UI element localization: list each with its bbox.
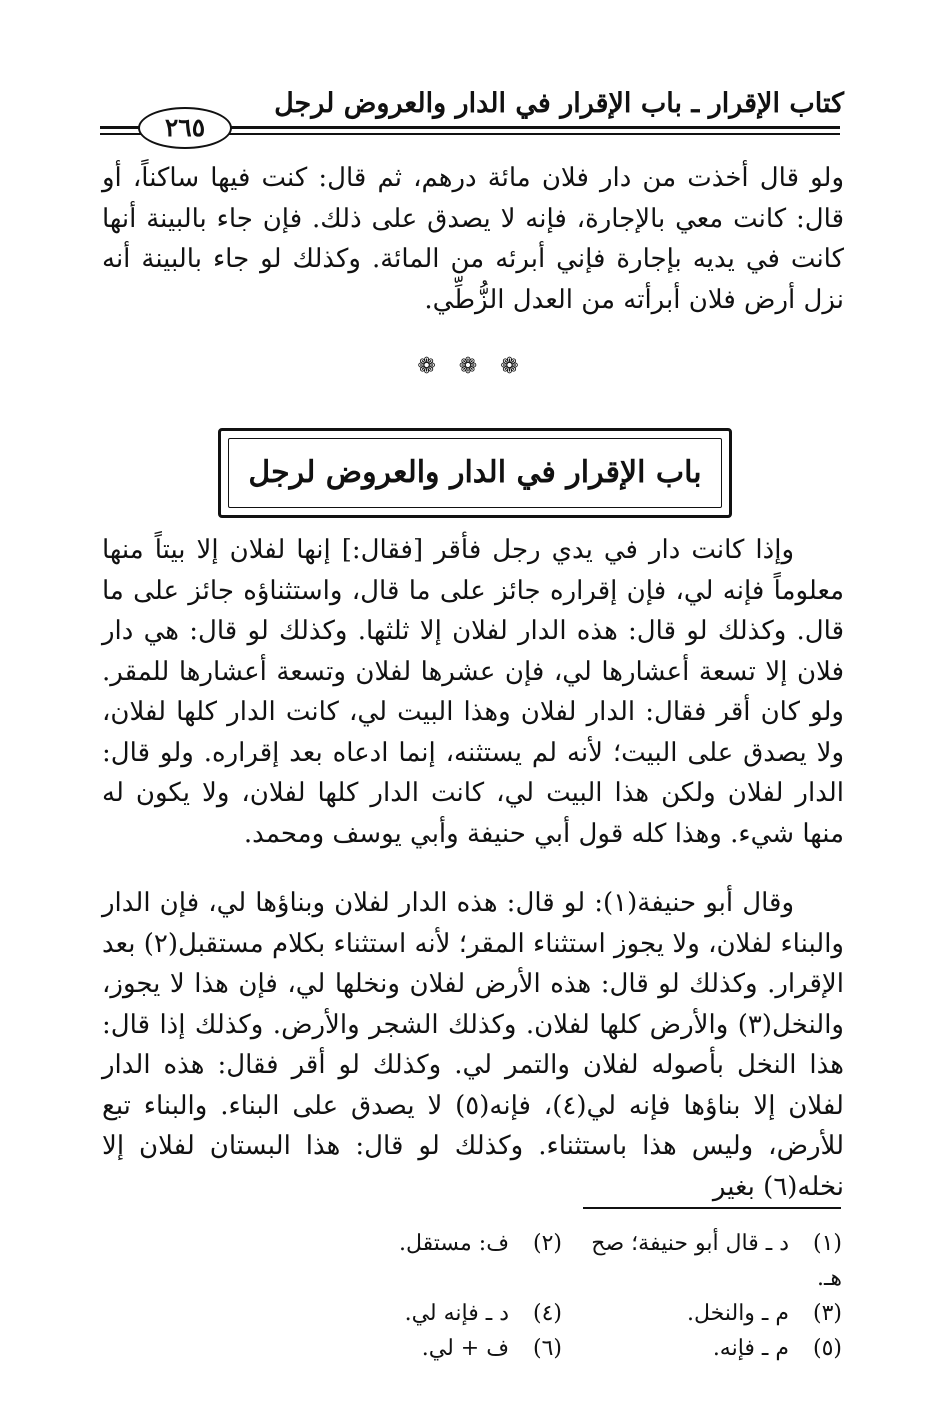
footnote-rule <box>583 1207 841 1209</box>
footnote-label: (٤) <box>532 1301 562 1326</box>
ornament-separator: ❁ ❁ ❁ <box>417 354 527 379</box>
footnote-text: ف + لي. <box>421 1336 509 1361</box>
footnote-item <box>562 1296 842 1331</box>
paragraph-2: وإذا كانت دار في يدي رجل فأقر [فقال:] إنها لفلان إلا بيتاً منها معلوماً فإنه لي، فإن إقراره جائز على ما قال، واستثناؤه جائز على ما قال. وكذلك لو قال: هذه الدار لفلان إلا ثلثها. وكذلك لو قال: هي دار فلان إلا تسعة أعشارها لي، فإن عشرها لفلان وتسعة أعشارها للمقر. ولو كان أقر فقال: الدار لفلان وهذا البيت لي، كانت الدار كلها لفلان، ولا يصدق على البيت؛ لأنه لم يستثنه، إنما ادعاه بعد إقراره. ولو قال: الدار لفلان ولكن هذا البيت لي، كانت الدار كلها لفلان، ولا يكون له منها شيء. وهذا كله قول أبي حنيفة وأبي يوسف ومحمد. <box>102 535 844 849</box>
footnote-label: (١) <box>812 1231 842 1256</box>
footnote-row <box>282 1296 842 1331</box>
footnote-text: د ـ قال أبو حنيفة؛ صح هـ. <box>591 1231 842 1291</box>
page-number: ٢٦٥ <box>138 107 232 149</box>
section-title: باب الإقرار في الدار والعروض لرجل <box>248 455 702 490</box>
footnote-text: د ـ فإنه لي. <box>404 1301 509 1326</box>
footnote-item <box>282 1226 562 1296</box>
paragraph-3: وقال أبو حنيفة(١): لو قال: هذه الدار لفلان وبناؤها لي، فإن الدار والبناء لفلان، ولا يجوز استثناء المقر؛ لأنه استثناء بكلام مستقبل(٢) بعد الإقرار. وكذلك لو قال: هذه الأرض لفلان ونخلها لي، فإن هذا لا يجوز، والنخل(٣) والأرض كلها لفلان. وكذلك الشجر والأرض. وكذلك إذا قال: هذا النخل بأصوله لفلان والتمر لي. وكذلك لو أقر فقال: هذه الدار لفلان إلا بناؤها فإنه لي(٤)، فإنه(٥) لا يصدق على البناء. والبناء تبع للأرض، وليس هذا باستثناء. وكذلك لو قال: هذا البستان لفلان إلا نخله(٦) بغير <box>102 888 844 1202</box>
footnote-row <box>282 1331 842 1366</box>
paragraph-1: ولو قال أخذت من دار فلان مائة درهم، ثم قال: كنت فيها ساكناً، أو قال: كانت معي بالإجارة، فإنه لا يصدق على ذلك. فإن جاء بالبينة أنها كانت في يديه بإجارة فإني أبرئه من المائة. وكذلك لو جاء بالبينة أنه نزل أرض فلان أبرأته من العدل الزُّطِّي. <box>102 163 844 315</box>
footnote-text: م ـ فإنه. <box>712 1336 789 1361</box>
footnote-row <box>282 1226 842 1296</box>
footnote-label: (٢) <box>532 1231 562 1256</box>
footnote-item <box>562 1226 842 1296</box>
running-header-title: كتاب الإقرار ـ باب الإقرار في الدار والعروض لرجل <box>274 88 844 119</box>
footnote-label: (٣) <box>812 1301 842 1326</box>
footnote-text: ف: مستقل. <box>398 1231 509 1256</box>
footnote-item <box>282 1331 562 1366</box>
footnote-item <box>282 1296 562 1331</box>
section-title-frame <box>218 428 732 518</box>
footnote-item <box>562 1331 842 1366</box>
footnote-label: (٥) <box>812 1336 842 1361</box>
footnote-label: (٦) <box>532 1336 562 1361</box>
section-title-inner-frame <box>228 438 722 508</box>
footnotes <box>282 1226 842 1366</box>
footnote-text: م ـ والنخل. <box>687 1301 789 1326</box>
